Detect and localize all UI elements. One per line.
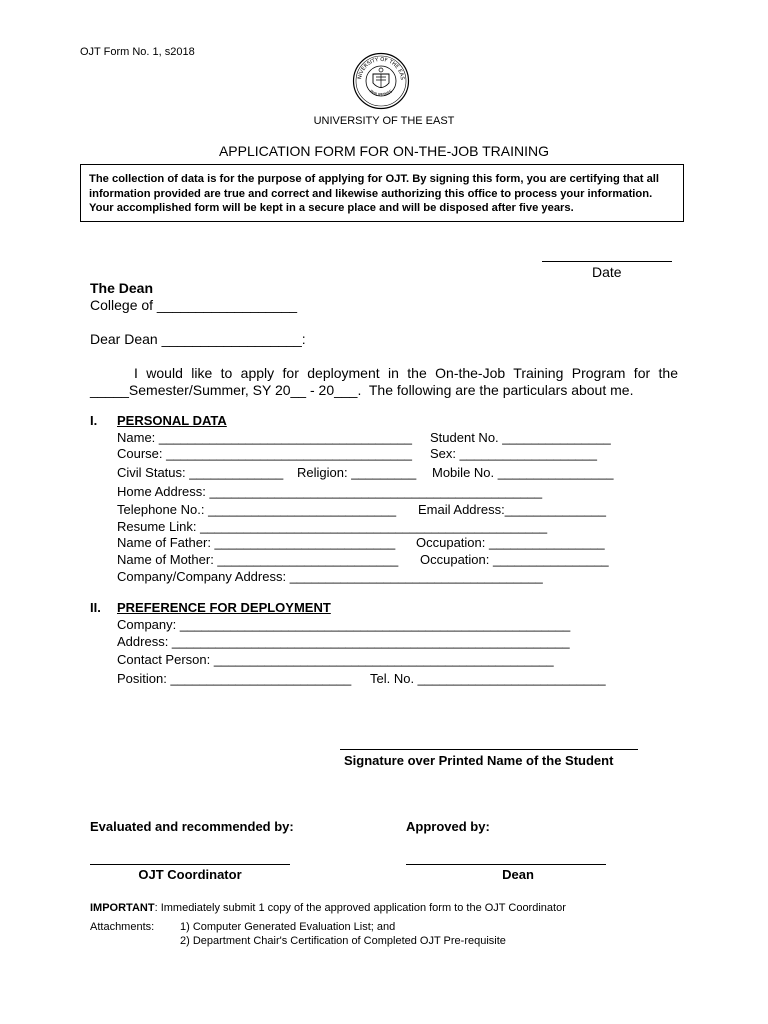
section-heading: PERSONAL DATA [117,413,227,428]
dean-signature-line[interactable] [406,864,606,865]
position-field[interactable]: Position: _________________________ [117,671,352,686]
notice-line: The collection of data is for the purpose of applying for OJT. By signing this form, you are certifying that all [89,173,660,185]
attachment-item: 1) Computer Generated Evaluation List; and [180,921,396,933]
attachment-item: 2) Department Chair's Certification of Completed OJT Pre-requisite [180,935,506,947]
notice-line: information provided are true and correct and likewise authorizing this office to process your information. [89,187,653,200]
student-signature-label: Signature over Printed Name of the Student [344,753,614,768]
approved-label: Approved by: [406,819,490,834]
mother-name-field[interactable]: Name of Mother: _________________________ [117,552,399,567]
form-number: OJT Form No. 1, s2018 [80,46,195,58]
seal-text: NIVERSITY OF THE EAS [357,56,406,81]
course-field[interactable]: Course: __________________________________ [117,446,412,461]
section-number: I. [90,413,98,428]
important-note [90,902,566,914]
home-address-field[interactable]: Home Address: ______________________________________________ [117,484,543,499]
pref-address-field[interactable]: Address: _______________________________________________________ [117,634,570,649]
father-name-field[interactable]: Name of Father: _________________________ [117,535,396,550]
evaluated-label: Evaluated and recommended by: [90,819,294,834]
university-name: UNIVERSITY OF THE EAST [313,115,455,127]
email-field[interactable]: Email Address:______________ [418,502,606,517]
mother-occupation-field[interactable]: Occupation: ________________ [420,552,609,567]
religion-field[interactable]: Religion: _________ [297,465,417,480]
page-title: APPLICATION FORM FOR ON-THE-JOB TRAINING [218,143,550,159]
intro-line-2[interactable]: _____Semester/Summer, SY 20__ - 20___. The following are the particulars about me. [90,382,634,398]
resume-link-field[interactable]: Resume Link: ________________________________________________ [117,519,548,534]
civil-status-field[interactable]: Civil Status: _____________ [117,465,284,480]
seal-bottom-text: PHILIPPINES [368,88,394,98]
date-line[interactable] [542,261,672,262]
addressee: The Dean [90,280,154,296]
name-field[interactable]: Name: ___________________________________ [117,430,412,445]
important-text: : Immediately submit 1 copy of the approved application form to the OJT Coordinator [154,902,566,914]
notice-line: Your accomplished form will be kept in a secure place and will be disposed after five years. [89,202,574,214]
father-occupation-field[interactable]: Occupation: ________________ [416,535,605,550]
student-signature-line[interactable] [340,749,638,750]
tel-no-field[interactable]: Tel. No. __________________________ [370,671,606,686]
college-field[interactable]: College of __________________ [90,297,298,313]
section-number: II. [90,600,101,615]
coordinator-label: OJT Coordinator [138,867,242,882]
intro-line-1: I would like to apply for deployment in the On-the-Job Training Program for the [134,365,678,381]
coordinator-signature-line[interactable] [90,864,290,865]
pref-company-field[interactable]: Company: ______________________________________________________ [117,617,571,632]
salutation[interactable]: Dear Dean __________________: [90,331,306,347]
dean-label: Dean [502,867,534,882]
university-seal-logo [352,52,410,110]
mobile-field[interactable]: Mobile No. ________________ [432,465,614,480]
important-label: IMPORTANT [90,902,155,914]
attachments-label: Attachments: [90,921,155,933]
privacy-notice-box [80,164,684,222]
contact-person-field[interactable]: Contact Person: _______________________________________________ [117,652,554,667]
section-heading: PREFERENCE FOR DEPLOYMENT [117,600,331,615]
company-address-field[interactable]: Company/Company Address: ___________________________________ [117,569,543,584]
telephone-field[interactable]: Telephone No.: __________________________ [117,502,397,517]
svg-text:PHILIPPINES [369,88,394,97]
student-no-field[interactable]: Student No. _______________ [430,430,611,445]
date-label: Date [592,264,622,280]
sex-field[interactable]: Sex: ___________________ [430,446,597,461]
